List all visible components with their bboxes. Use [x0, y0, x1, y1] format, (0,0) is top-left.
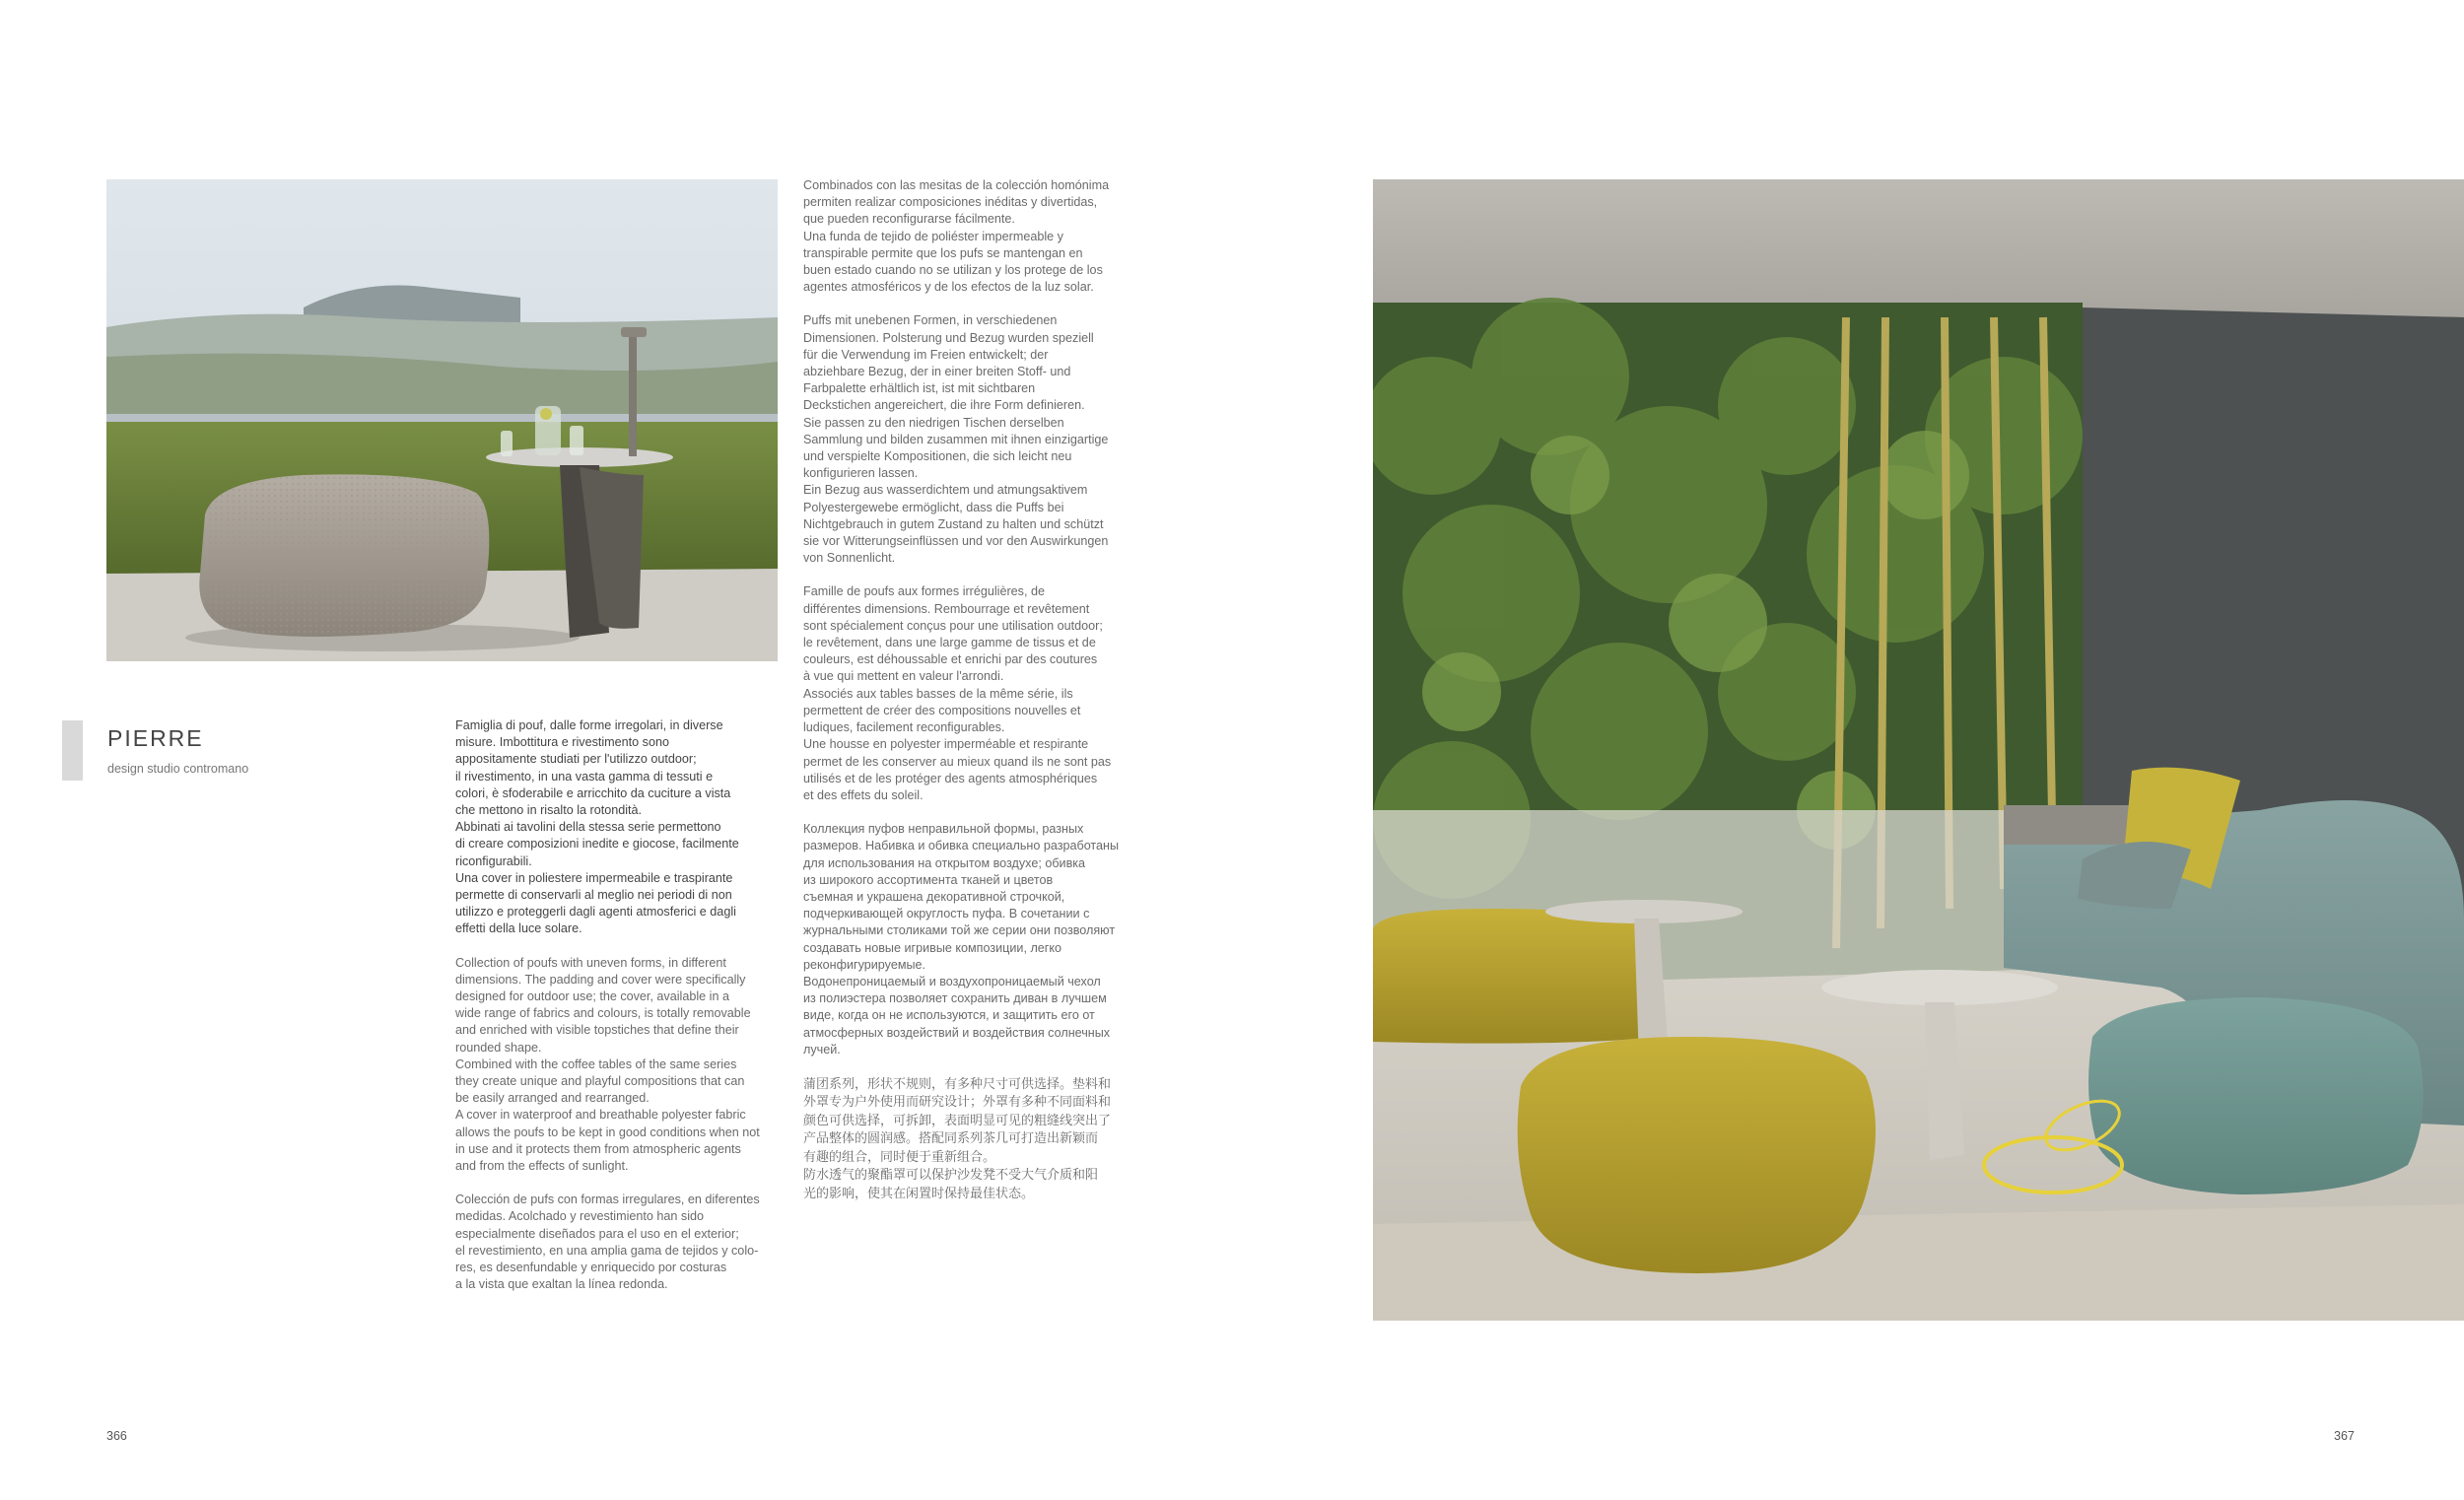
title-accent-bar	[62, 720, 83, 781]
terrace-scene-illustration	[106, 179, 778, 661]
description-english: Collection of poufs with uneven forms, in different dimensions. The padding and cover were specifically designed for outdoor use; the cover, available in a wide range of fabrics and colours, is totally removable and enriched with visible topstiches that define their rounded shape. Combined with the coffee tables of the same series they create unique and playful compositions that can be easily arranged and rearranged. A cover in waterproof and breathable polyester fabric allows the poufs to be kept in good conditions when not in use and it protects them from atmospheric agents and from the effects of sunlight.	[455, 955, 760, 1174]
text-column-left	[455, 717, 790, 1311]
garden-lounge-illustration	[1373, 179, 2464, 1321]
description-italian: Famiglia di pouf, dalle forme irregolari, in diverse misure. Imbottitura e rivestimento sono appositamente studiati per l'utilizzo outdoor; il rivestimento, in una vasta gamma di tessuti e colori, è sfoderabile e arricchito da cuciture a vista che mettono in risalto la rotondità. Abbinati ai tavolini della stessa serie permettono di creare composizioni inedite e giocose, facilmente riconfigurabili. Una cover in poliestere impermeabile e traspirante permette di conservarli al meglio nei periodi di non utilizzo e proteggerli dagli agenti atmosferici e dagli effetti della luce solare.	[455, 718, 739, 936]
description-german: Puffs mit unebenen Formen, in verschiedenen Dimensionen. Polsterung und Bezug wurden speziell für die Verwendung im Freien entwickelt; der abziehbare Bezug, der in einer breiten Stoff- und Farbpalette erhältlich ist, ist mit sichtbaren Deckstichen angereichert, die ihre Form definieren. Sie passen zu den niedrigen Tischen derselben Sammlung und bilden zusammen mit ihnen einzigartige und verspielte Kompositionen, die sich leicht neu konfigurieren lassen. Ein Bezug aus wasserdichtem und atmungsaktivem Polyestergewebe ermöglicht, dass die Puffs bei Nichtgebrauch in gutem Zustand zu halten und schützt sie vor Witterungseinflüssen und vor den Auswirkungen von Sonnenlicht.	[803, 313, 1109, 566]
description-spanish-part2: Combinados con las mesitas de la colección homónima permiten realizar composiciones inéditas y divertidas, que pueden reconfigurarse fácilmente. Una funda de tejido de poliéster impermeable y transpirable permite que los pufs se mantengan en buen estado cuando no se utilizan y los protege de los agentes atmosféricos y de los efectos de la luz solar.	[803, 178, 1110, 295]
photo-pouf-garden-lounge	[1373, 179, 2464, 1321]
description-spanish-part1: Colección de pufs con formas irregulares, en diferentes medidas. Acolchado y revestimiento han sido especialmente diseñados para el uso en el exterior; el revestimiento, en una amplia gama de tejidos y colo- res, es desenfundable y enriquecido por costuras a la vista que exaltan la línea redonda.	[455, 1193, 760, 1292]
description-chinese: 蒲团系列，形状不规则，有多种尺寸可供选择。垫料和 外罩专为户外使用而研究设计；外罩有多种不同面料和 颜色可供选择，可拆卸，表面明显可见的粗缝线突出了 产品整体的圆润感。搭配同系列茶几可打造出新颖而 有趣的组合，同时便于重新组合。 防水透气的聚酯罩可以保护沙发凳不受大气介质和阳 光的影响，使其在闲置时保持最佳状态。	[803, 1075, 1112, 1200]
description-french: Famille de poufs aux formes irrégulières, de différentes dimensions. Rembourrage et revêtement sont spécialement conçus pour une utilisation outdoor; le revêtement, dans une large gamme de tissus et de couleurs, est déhoussable et enrichi par des coutures à vue qui mettent en valeur l'arrondi. Associés aux tables basses de la même série, ils permettent de créer des compositions nouvelles et ludiques, facilement reconfigurables. Une housse en polyester imperméable et respirante permet de les conserver au mieux quand ils ne sont pas utilisés et de les protéger des agents atmosphériques et des effets du soleil.	[803, 584, 1112, 802]
photo-pouf-terrace	[106, 179, 778, 661]
text-column-right	[803, 177, 1138, 1219]
description-russian: Коллекция пуфов неправильной формы, разных размеров. Набивка и обивка специально разработаны для использования на открытом воздухе; обивка из широкого ассортимента тканей и цветов съемная и украшена декоративной строчкой, подчеркивающей округлость пуфа. В сочетании с журнальными столиками той же серии они позволяют создавать новые игривые композиции, легко реконфигурируемые. Водонепроницаемый и воздухопроницаемый чехол из полиэстера позволяет сохранить диван в лучшем виде, когда он не используются, и защитить его от атмосферных воздействий и воздействия солнечных лучей.	[803, 822, 1120, 1057]
product-designer: design studio contromano	[107, 762, 249, 776]
product-title: PIERRE	[107, 725, 204, 751]
page-number-left: 366	[106, 1429, 127, 1443]
page-number-right: 367	[2334, 1429, 2355, 1443]
